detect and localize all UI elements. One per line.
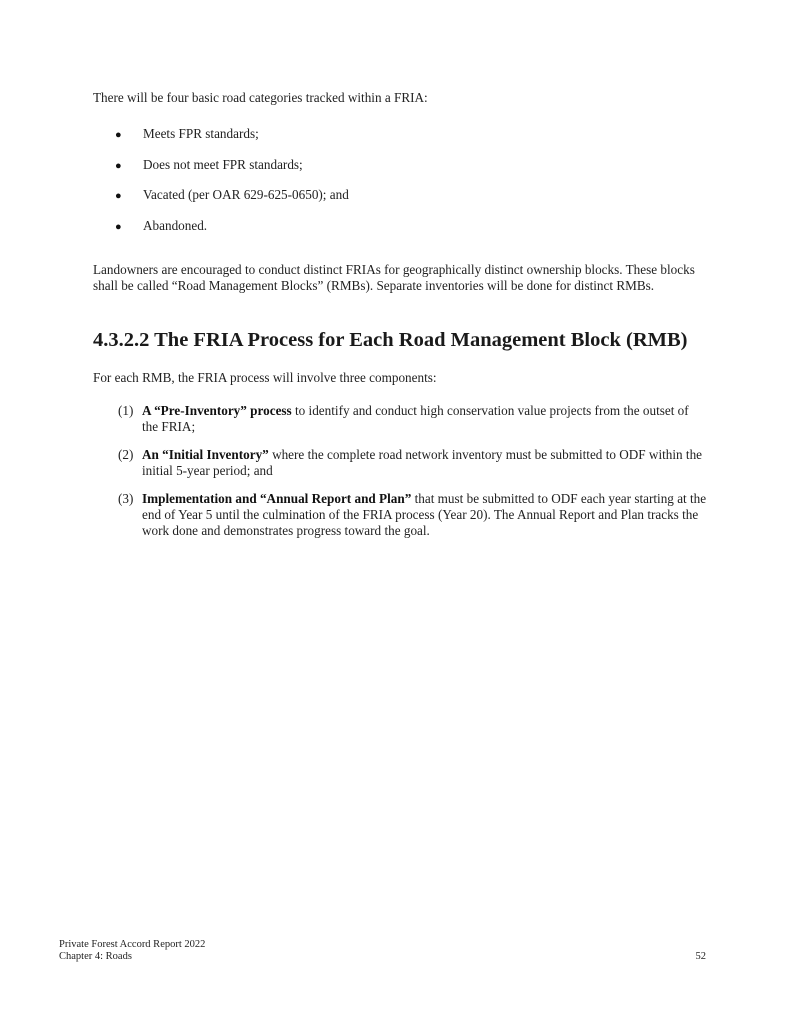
footer: [59, 939, 205, 963]
item-text: to identify and conduct high conservation value projects from the outset of the FRIA;: [142, 403, 689, 434]
list-item: [93, 126, 703, 142]
footer-report-title: Private Forest Accord Report 2022: [59, 939, 206, 950]
components-list: [118, 403, 708, 551]
item-text: where the complete road network inventory must be submitted to ODF within the initial 5-year period; and: [142, 447, 703, 478]
bullet-icon: ●: [115, 220, 122, 233]
landowners-paragraph: Landowners are encouraged to conduct distinct FRIAs for geographically distinct ownership blocks. These blocks shall be called “Road Management Blocks” (RMBs). Separate inventories will be done for distinct RMBs.: [93, 262, 695, 293]
item-text: that must be submitted to ODF each year starting at the end of Year 5 until the culmination of the FRIA process (Year 20). The Annual Report and Plan tracks the work done and demonstrates progress toward the goal.: [142, 491, 707, 538]
list-item: [118, 403, 708, 435]
list-item-text: Meets FPR standards;: [143, 126, 259, 141]
list-item-text: Abandoned.: [143, 217, 208, 233]
list-item: [93, 218, 703, 234]
footer-chapter: Chapter 4: Roads: [59, 951, 132, 962]
item-number: (3): [118, 491, 134, 506]
section-heading: 4.3.2.2 The FRIA Process for Each Road Management Block (RMB): [93, 329, 688, 351]
page-number: 52: [695, 951, 706, 962]
list-item: [118, 447, 708, 479]
item-bold-lead: Implementation and “Annual Report and Plan”: [142, 491, 412, 506]
bullet-icon: ●: [115, 190, 122, 202]
list-item-text: Does not meet FPR standards;: [143, 156, 303, 172]
item-bold-lead: An “Initial Inventory”: [142, 447, 269, 462]
list-item-text: Vacated (per OAR 629-625-0650); and: [143, 187, 349, 202]
bullet-icon: ●: [115, 159, 122, 172]
item-number: (2): [118, 447, 134, 462]
road-categories-list: [93, 126, 703, 248]
process-intro-paragraph: For each RMB, the FRIA process will involve three components:: [93, 370, 437, 385]
item-bold-lead: A “Pre-Inventory” process: [142, 403, 292, 418]
intro-paragraph: There will be four basic road categories tracked within a FRIA:: [93, 90, 428, 105]
list-item: [93, 157, 703, 173]
list-item: [93, 187, 703, 203]
list-item: [118, 491, 708, 539]
bullet-icon: ●: [115, 129, 122, 141]
item-number: (1): [118, 403, 134, 418]
